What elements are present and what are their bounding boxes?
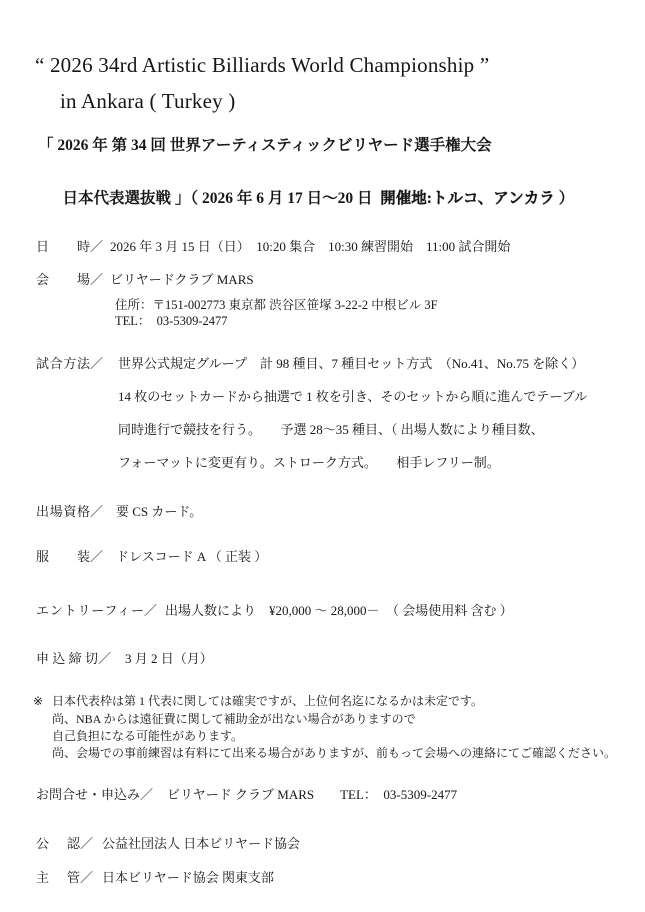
notes-line3: 自己負担になる可能性があります。 <box>52 729 244 743</box>
notes-line2: 尚、NBA からは遠征費に関して補助金が出ない場合がありますので <box>52 712 416 726</box>
method-line2: 14 枚のセットカードから抽選で 1 枚を引き、そのセットから順に進んでテーブル <box>118 389 588 404</box>
title-japanese-line2-close: ） <box>554 190 575 208</box>
method-line4: フォーマットに変更有り。ストローク方式。 相手レフリー制。 <box>118 455 500 470</box>
title-english-line1: “ 2026 34rd Artistic Billiards World Championship ” <box>35 53 490 77</box>
fee-value: 出場人数により ¥20,000 ～ 28,000－ （ 会場使用料 含む ） <box>165 603 513 618</box>
venue-tel: TEL： 03-5309-2477 <box>115 314 228 328</box>
datetime-separator: ／ <box>90 239 104 254</box>
deadline-separator: ／ <box>98 651 112 666</box>
fee-label: エントリーフィー <box>36 603 144 618</box>
notes-marker: ※ <box>33 694 44 708</box>
venue-label: 会 場 <box>36 272 90 287</box>
title-japanese-line2-text: 日本代表選抜戦 」（ 2026 年 6 月 17 日～20 日 <box>62 190 381 208</box>
section-deadline <box>36 651 213 667</box>
notes-line4: 尚、会場での事前練習は有料にて出来る場合がありますが、前もって会場への連絡にてご確認ください。 <box>52 746 617 760</box>
venue-separator: ／ <box>90 272 104 287</box>
contact-separator: ／ <box>140 787 154 802</box>
section-dress <box>36 549 267 565</box>
title-japanese-line2 <box>47 170 574 228</box>
dress-label: 服 装 <box>36 549 90 564</box>
deadline-label: 申込締切 <box>36 651 98 666</box>
sanction-separator: ／ <box>80 836 94 851</box>
fee-separator: ／ <box>144 603 158 618</box>
title-english-line2: in Ankara ( Turkey ) <box>60 89 236 113</box>
title-japanese-line1: 「 2026 年 第 34 回 世界アーティスティックビリヤード選手権大会 <box>38 137 492 154</box>
venue-address: 住所：〒151-002773 東京都 渋谷区笹塚 3-22-2 中根ビル 3F <box>115 298 438 312</box>
eligibility-separator: ／ <box>90 504 104 519</box>
contact-value: ビリヤード クラブ MARS TEL： 03-5309-2477 <box>167 787 458 802</box>
eligibility-value: 要 CS カード。 <box>116 504 203 519</box>
section-fee <box>36 603 513 619</box>
section-contact <box>36 787 457 803</box>
deadline-value: 3 月 2 日（月） <box>125 651 213 666</box>
sanction-value: 公益社団法人 日本ビリヤード協会 <box>102 836 301 851</box>
organizer-label: 主 管 <box>36 870 80 885</box>
section-organizer <box>36 870 274 886</box>
datetime-label: 日 時 <box>36 239 90 254</box>
section-sanction <box>36 836 300 852</box>
contact-label: お問合せ・申込み <box>36 787 141 802</box>
section-datetime <box>36 239 510 255</box>
organizer-separator: ／ <box>80 870 94 885</box>
method-line1: 世界公式規定グループ 計 98 種目、7 種目セット方式 （No.41、No.75 を除く） <box>118 356 585 371</box>
datetime-value: 2026 年 3 月 15 日（日） 10:20 集合 10:30 練習開始 11:00 試合開始 <box>110 239 511 254</box>
section-venue <box>36 272 254 288</box>
organizer-value: 日本ビリヤード協会 関東支部 <box>102 870 275 885</box>
method-line3: 同時進行で競技を行う。 予選 28～35 種目、（ 出場人数により種目数、 <box>118 422 544 437</box>
method-label: 試合方法 <box>36 356 90 371</box>
eligibility-label: 出場資格 <box>36 504 90 519</box>
title-japanese-venue-highlight: 開催地:トルコ、アンカラ <box>380 190 555 208</box>
dress-value: ドレスコード A （ 正装 ） <box>116 549 268 564</box>
venue-name: ビリヤードクラブ MARS <box>110 272 254 287</box>
dress-separator: ／ <box>90 549 104 564</box>
section-method <box>36 356 584 372</box>
method-separator: ／ <box>90 356 104 371</box>
notes-line1: 日本代表枠は第 1 代表に関しては確実ですが、上位何名迄になるかは未定です。 <box>52 694 484 708</box>
section-eligibility <box>36 504 202 520</box>
sanction-label: 公 認 <box>36 836 80 851</box>
